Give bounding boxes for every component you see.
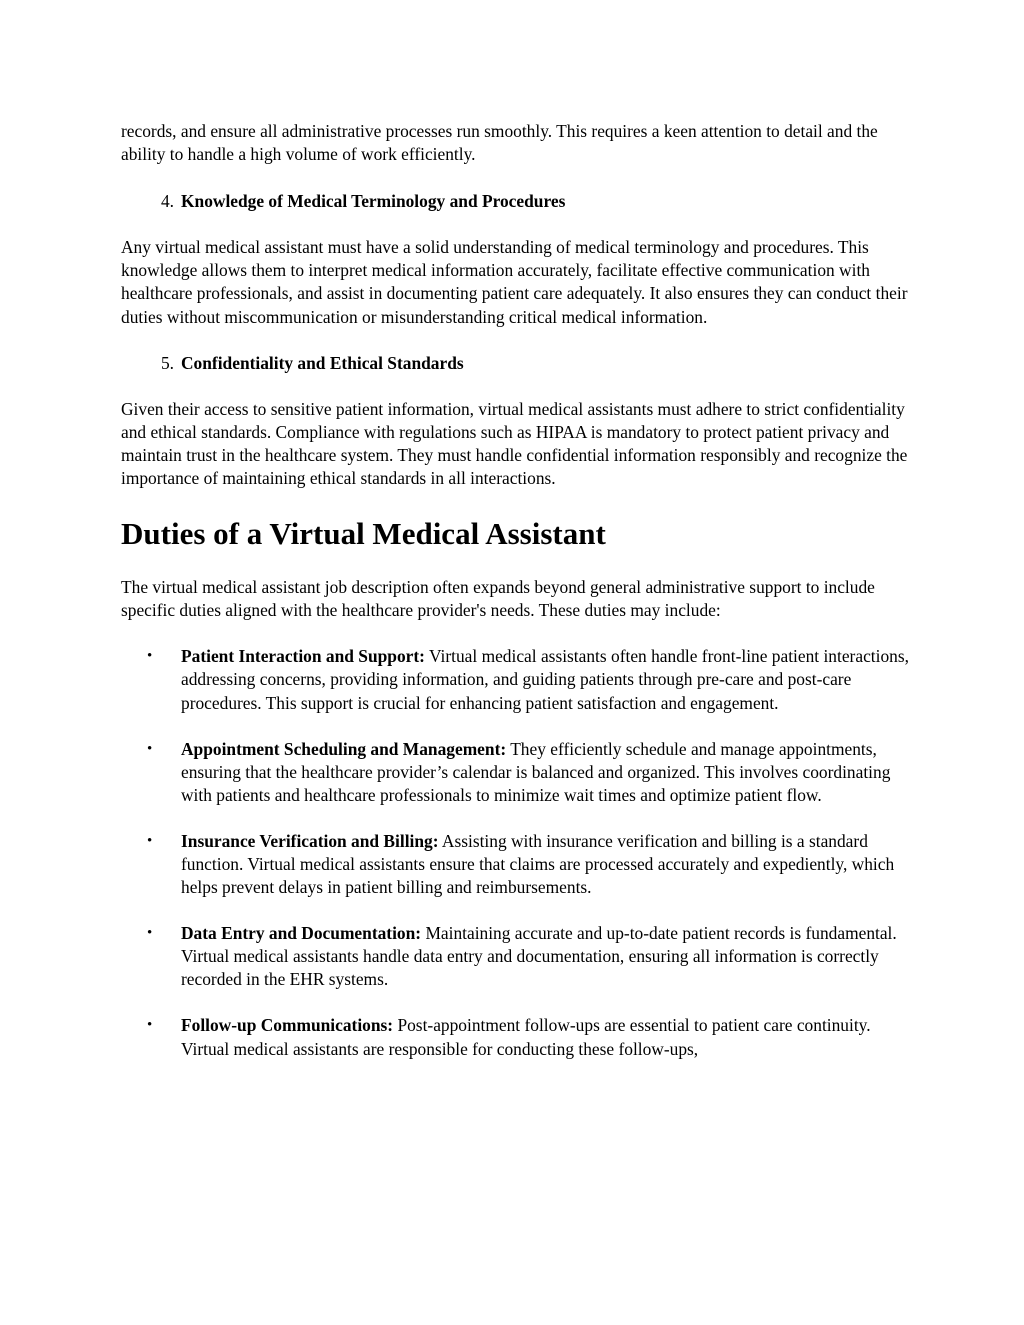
skill-paragraph: Given their access to sensitive patient information, virtual medical assistants must adhere to strict confidentiality and ethical standards. Compliance with regulations such as HIPAA is mandatory to protect patient privacy and maintain trust in the healthcare system. They must handle confidential information responsibly and recognize the importance of maintaining ethical standards in all interactions. [121,398,908,489]
duties-intro-paragraph: The virtual medical assistant job description often expands beyond general administrative support to include specific duties aligned with the healthcare provider's needs. These duties may include: [121,577,875,621]
list-item-lead: Patient Interaction and Support: [181,646,425,667]
intro-continuation-paragraph: records, and ensure all administrative processes run smoothly. This requires a keen attention to detail and the ability to handle a high volume of work efficiently. [121,121,878,165]
list-item [121,738,911,807]
bullet-icon: • [147,1017,153,1034]
numbered-item-number: 4. [160,191,174,212]
bullet-icon: • [147,925,153,942]
bullet-icon: • [147,832,153,849]
list-item-text: Virtual medical assistants often handle front-line patient interactions, addressing concerns, providing information, and guiding patients through pre-care and post-care procedures. This support is crucial for enhancing patient satisfaction and engagement. [181,646,909,713]
skill-paragraph: Any virtual medical assistant must have a solid understanding of medical terminology and procedures. This knowledge allows them to interpret medical information accurately, facilitate effective communication with healthcare professionals, and assist in documenting patient care adequately. It also ensures they can conduct their duties without miscommunication or misunderstanding critical medical information. [121,237,908,327]
bullet-icon: • [147,740,153,757]
list-item [121,922,911,991]
duties-list [121,645,911,1060]
numbered-item-4 [121,190,911,213]
list-item [121,1014,911,1060]
list-item-lead: Follow-up Communications: [181,1015,394,1036]
section-heading: Duties of a Virtual Medical Assistant [121,516,606,552]
list-item [121,645,911,714]
list-item-lead: Insurance Verification and Billing: [181,830,439,851]
numbered-item-title: Confidentiality and Ethical Standards [181,352,464,373]
numbered-item-number: 5. [160,352,174,373]
list-item-text: They efficiently schedule and manage appointments, ensuring that the healthcare provider’s calendar is balanced and organized. This involves coordinating with patients and healthcare professionals to minimize wait times and optimize patient flow. [181,738,891,805]
document-page [121,120,911,1084]
numbered-item-5 [121,352,911,375]
numbered-item-title: Knowledge of Medical Terminology and Procedures [181,191,566,212]
bullet-icon: • [147,648,153,665]
list-item-text: Maintaining accurate and up-to-date patient records is fundamental. Virtual medical assistants handle data entry and documentation, ensuring all information is correctly recorded in the EHR systems. [181,923,897,990]
list-item-text: Post-appointment follow-ups are essential to patient care continuity. Virtual medical assistants are responsible for conducting these follow-ups, [181,1015,871,1059]
list-item [121,830,911,899]
list-item-text: Assisting with insurance verification and billing is a standard function. Virtual medical assistants ensure that claims are processed accurately and expediently, which helps prevent delays in patient billing and reimbursements. [181,830,895,898]
list-item-lead: Appointment Scheduling and Management: [181,738,507,759]
list-item-lead: Data Entry and Documentation: [181,923,422,944]
